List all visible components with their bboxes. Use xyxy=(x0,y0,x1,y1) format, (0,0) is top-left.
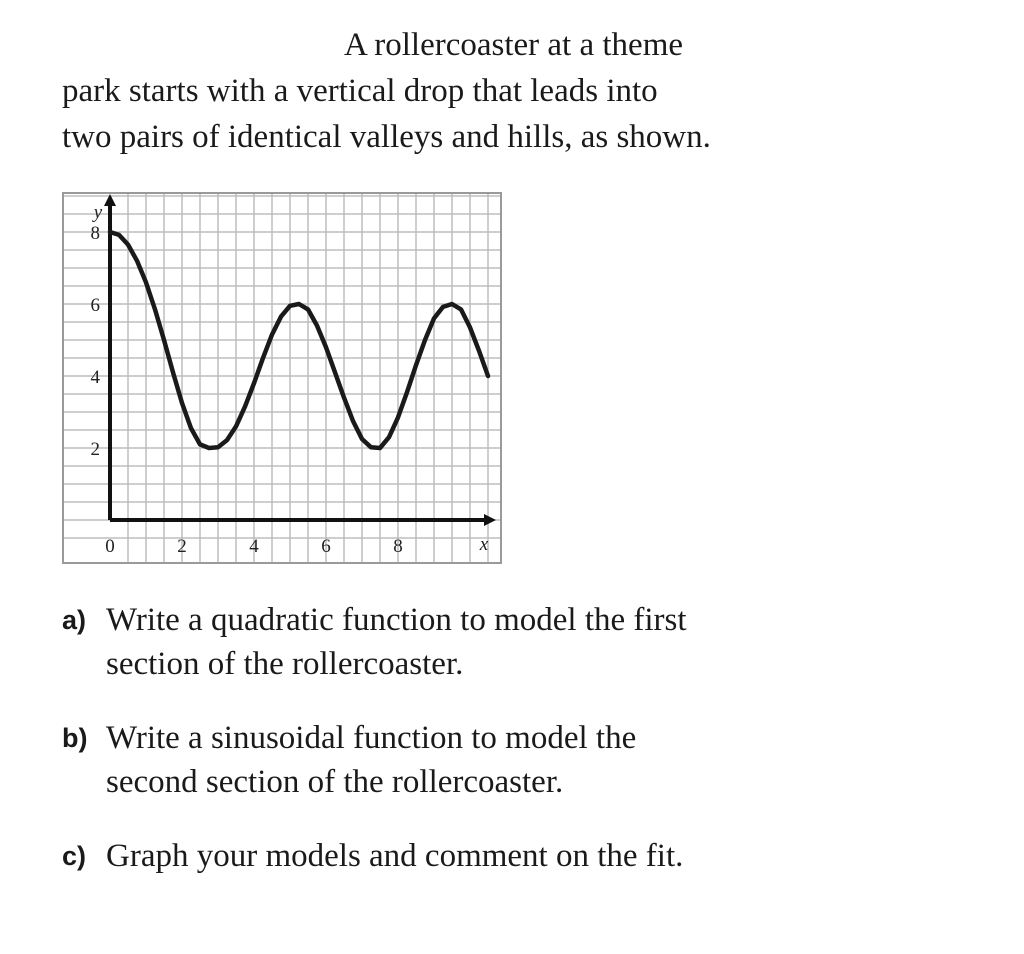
question-marker: a) xyxy=(62,605,87,635)
problem-intro xyxy=(62,22,822,160)
question-text-line: section of the rollercoaster. xyxy=(106,646,464,682)
y-tick-label: 8 xyxy=(90,223,100,244)
axes xyxy=(104,194,496,526)
question-a xyxy=(62,598,862,686)
y-tick-label: 4 xyxy=(90,367,100,388)
question-c xyxy=(62,834,862,878)
y-tick-label: 2 xyxy=(90,439,100,460)
x-tick-label: 4 xyxy=(249,536,259,557)
question-marker: b) xyxy=(62,723,88,753)
question-text-line: second section of the rollercoaster. xyxy=(106,764,564,800)
x-axis-label: x xyxy=(479,534,489,555)
y-axis-label: y xyxy=(93,202,103,223)
question-list xyxy=(62,598,862,908)
intro-line-1: A rollercoaster at a theme xyxy=(344,27,684,63)
x-axis-arrow xyxy=(484,514,496,526)
rollercoaster-graph xyxy=(62,192,502,564)
x-tick-label: 8 xyxy=(393,536,403,557)
question-text-line: Write a quadratic function to model the first xyxy=(106,602,687,638)
question-text-line: Write a sinusoidal function to model the xyxy=(106,720,637,756)
x-tick-label: 6 xyxy=(321,536,331,557)
question-b xyxy=(62,716,862,804)
intro-line-3: two pairs of identical valleys and hills, as shown. xyxy=(62,119,711,155)
graph-svg xyxy=(62,192,502,564)
question-text-line: Graph your models and comment on the fit. xyxy=(106,838,684,874)
question-marker: c) xyxy=(62,841,87,871)
y-tick-label: 6 xyxy=(90,295,100,316)
intro-line-2: park starts with a vertical drop that leads into xyxy=(62,73,658,109)
x-tick-label: 2 xyxy=(177,536,187,557)
x-tick-label: 0 xyxy=(105,536,115,557)
